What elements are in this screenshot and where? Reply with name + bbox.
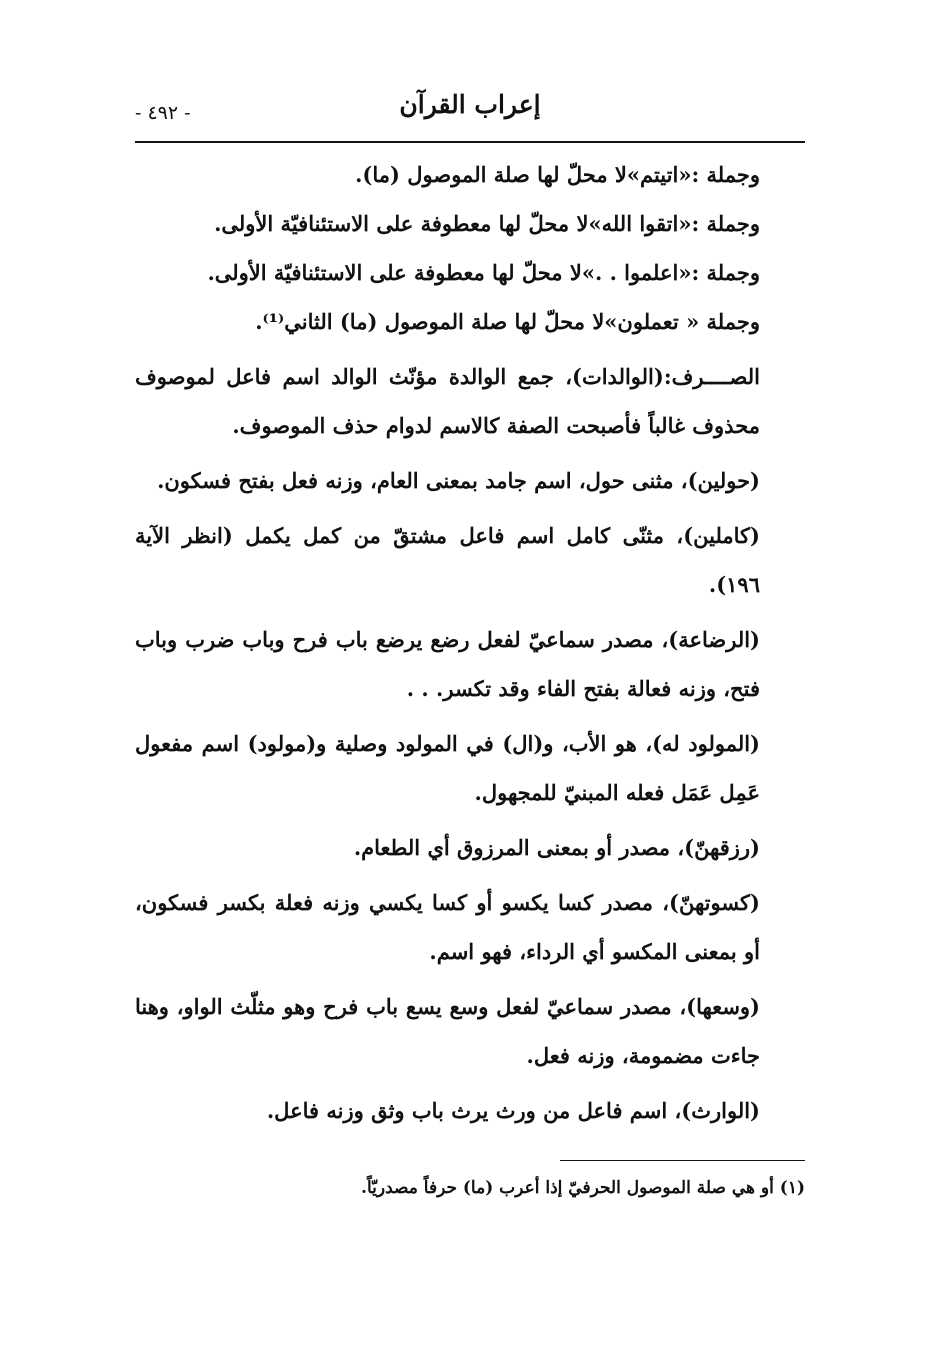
sentence-line: وجملة « تعملون»لا محلّ لها صلة الموصول (ما) الثاني⁽¹⁾. xyxy=(255,309,760,334)
paragraph: (المولود له)، هو الأب، و(ال) في المولود وصلية و(مولود) اسم مفعول عَمِل عَمَل فعله المبنيّ للمجهول. xyxy=(135,731,760,805)
footnote: (١) أو هي صلة الموصول الحرفيّ إذا أعرب (ما) حرفاً مصدريّاً. xyxy=(361,1178,805,1198)
paragraph: (وسعها)، مصدر سماعيّ لفعل وسع يسع باب فرح وهو مثلّث الواو، وهنا جاءت مضمومة، وزنه فعل. xyxy=(135,994,760,1068)
paragraph: (رزقهنّ)، مصدر أو بمعنى المرزوق أي الطعام. xyxy=(353,835,760,860)
paragraph: (كاملين)، مثنّى كامل اسم فاعل مشتقّ من كمل يكمل (انظر الآية ١٩٦). xyxy=(135,523,760,597)
sarf-paragraph xyxy=(135,352,805,450)
paragraph: (كسوتهنّ)، مصدر كسا يكسو أو كسا يكسي وزنه فعلة بكسر فسكون، أو بمعنى المكسو أي الرداء، فهو اسم. xyxy=(135,890,760,964)
header-rule xyxy=(135,141,805,143)
paragraph: (الوارث)، اسم فاعل من ورث يرث باب وثق وزنه فاعل. xyxy=(266,1098,760,1123)
page-header xyxy=(135,88,805,128)
sarf-heading: الصــــرف: xyxy=(663,364,760,389)
footnote-rule xyxy=(560,1160,805,1161)
page-number: - ٤٩٢ - xyxy=(135,102,191,124)
sentence-line: وجملة :«اتيتم»لا محلّ لها صلة الموصول (ما). xyxy=(355,162,760,187)
paragraph: (الرضاعة)، مصدر سماعيّ لفعل رضع يرضع باب فرح وباب ضرب وباب فتح، وزنه فعالة بفتح الفاء وقد تكسر. . . xyxy=(135,627,760,701)
paragraph-text: (الوالدات)، جمع الوالدة مؤنّث الوالد اسم فاعل لموصوف محذوف غالباً فأصبحت الصفة كالاسم لدوام حذف الموصوف. xyxy=(135,364,760,438)
main-text xyxy=(135,150,805,1135)
paragraph: (حولين)، مثنى حول، اسم جامد بمعنى العام، وزنه فعل بفتح فسكون. xyxy=(157,468,760,493)
sentence-line: وجملة :«اتقوا الله»لا محلّ لها معطوفة على الاستئنافيّة الأولى. xyxy=(214,211,760,236)
sentence-line: وجملة :«اعلموا . .»لا محلّ لها معطوفة على الاستئنافيّة الأولى. xyxy=(207,260,760,285)
running-title: إعراب القرآن xyxy=(399,90,541,119)
